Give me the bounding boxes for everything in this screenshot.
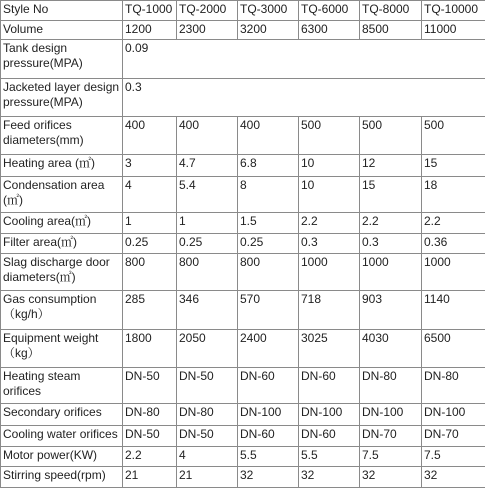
value-cell-spanning: 0.3 — [123, 79, 485, 117]
row-label: Motor power(KW) — [1, 446, 123, 467]
table-row — [1, 79, 485, 117]
row-label: Heating steam orifices — [1, 368, 123, 404]
value-cell: DN-100 — [299, 404, 360, 426]
value-cell: 1000 — [299, 254, 360, 291]
value-cell: 5.5 — [238, 446, 299, 467]
row-label: Cooling water orifices — [1, 426, 123, 447]
value-cell: 2.2 — [422, 213, 485, 234]
value-cell: 2.2 — [299, 213, 360, 234]
value-cell: 15 — [360, 177, 422, 213]
value-cell: 1000 — [360, 254, 422, 291]
value-cell: 0.3 — [299, 233, 360, 254]
value-cell: 10 — [299, 177, 360, 213]
value-cell: 1800 — [123, 330, 177, 368]
value-cell: 1200 — [123, 20, 177, 40]
header-cell-model: TQ-8000 — [360, 1, 422, 21]
row-label: Volume — [1, 20, 123, 40]
header-cell-style-no: Style No — [1, 1, 123, 21]
header-cell-model: TQ-1000 — [123, 1, 177, 21]
value-cell: 4.7 — [177, 155, 238, 177]
value-cell: 1000 — [422, 254, 485, 291]
row-label: Heating area (㎡) — [1, 155, 123, 177]
value-cell: DN-80 — [422, 368, 485, 404]
value-cell: 32 — [360, 467, 422, 488]
value-cell: 5.4 — [177, 177, 238, 213]
value-cell: DN-50 — [123, 426, 177, 447]
value-cell: DN-80 — [360, 368, 422, 404]
header-cell-model: TQ-6000 — [299, 1, 360, 21]
table-row — [1, 40, 485, 79]
value-cell: DN-100 — [238, 404, 299, 426]
value-cell: DN-60 — [238, 426, 299, 447]
value-cell: DN-50 — [177, 368, 238, 404]
value-cell: 1 — [123, 213, 177, 234]
value-cell: 7.5 — [422, 446, 485, 467]
value-cell: 400 — [177, 117, 238, 155]
value-cell: 903 — [360, 291, 422, 330]
row-label: Filter area(㎡) — [1, 233, 123, 254]
value-cell: 4030 — [360, 330, 422, 368]
value-cell: 32 — [299, 467, 360, 488]
value-cell: 0.36 — [422, 233, 485, 254]
table-row — [1, 368, 485, 404]
value-cell: 18 — [422, 177, 485, 213]
value-cell: 346 — [177, 291, 238, 330]
value-cell: 6300 — [299, 20, 360, 40]
value-cell: 0.25 — [123, 233, 177, 254]
value-cell: 1 — [177, 213, 238, 234]
value-cell: 800 — [177, 254, 238, 291]
value-cell: DN-80 — [123, 404, 177, 426]
table-row — [1, 20, 485, 40]
value-cell: 500 — [299, 117, 360, 155]
value-cell: 10 — [299, 155, 360, 177]
value-cell: 21 — [177, 467, 238, 488]
table-row — [1, 213, 485, 234]
row-label: Cooling area(㎡) — [1, 213, 123, 234]
value-cell: DN-70 — [360, 426, 422, 447]
row-label: Equipment weight（kg） — [1, 330, 123, 368]
table-row — [1, 446, 485, 467]
value-cell: 718 — [299, 291, 360, 330]
value-cell: 7.5 — [360, 446, 422, 467]
value-cell: 32 — [422, 467, 485, 488]
value-cell: DN-60 — [299, 368, 360, 404]
value-cell: 3200 — [238, 20, 299, 40]
row-label: Condensation area (㎡) — [1, 177, 123, 213]
value-cell: 2050 — [177, 330, 238, 368]
table-row — [1, 426, 485, 447]
header-cell-model: TQ-10000 — [422, 1, 485, 21]
row-label: Tank design pressure(MPA) — [1, 40, 123, 79]
value-cell: 4 — [177, 446, 238, 467]
value-cell: 800 — [123, 254, 177, 291]
table-row — [1, 254, 485, 291]
row-label: Secondary orifices — [1, 404, 123, 426]
row-label: Gas consumption（kg/h） — [1, 291, 123, 330]
value-cell: DN-100 — [422, 404, 485, 426]
value-cell: DN-80 — [177, 404, 238, 426]
value-cell: 8500 — [360, 20, 422, 40]
value-cell: 0.3 — [360, 233, 422, 254]
value-cell: 570 — [238, 291, 299, 330]
table-row — [1, 404, 485, 426]
value-cell: 2300 — [177, 20, 238, 40]
value-cell: 15 — [422, 155, 485, 177]
value-cell: DN-100 — [360, 404, 422, 426]
row-label: Jacketed layer design pressure(MPA) — [1, 79, 123, 117]
value-cell: DN-50 — [177, 426, 238, 447]
value-cell: 2.2 — [123, 446, 177, 467]
value-cell: 6500 — [422, 330, 485, 368]
value-cell: 1140 — [422, 291, 485, 330]
value-cell: 400 — [123, 117, 177, 155]
value-cell: 0.25 — [177, 233, 238, 254]
value-cell: 4 — [123, 177, 177, 213]
header-cell-model: TQ-3000 — [238, 1, 299, 21]
value-cell: 400 — [238, 117, 299, 155]
value-cell: 11000 — [422, 20, 485, 40]
table-row — [1, 117, 485, 155]
value-cell: 3025 — [299, 330, 360, 368]
value-cell: DN-60 — [299, 426, 360, 447]
value-cell: 6.8 — [238, 155, 299, 177]
table-row — [1, 177, 485, 213]
value-cell: DN-60 — [238, 368, 299, 404]
value-cell-spanning: 0.09 — [123, 40, 485, 79]
table-row — [1, 291, 485, 330]
value-cell: 5.5 — [299, 446, 360, 467]
value-cell: 500 — [422, 117, 485, 155]
value-cell: 3 — [123, 155, 177, 177]
value-cell: 285 — [123, 291, 177, 330]
value-cell: 0.25 — [238, 233, 299, 254]
value-cell: 500 — [360, 117, 422, 155]
header-row — [1, 1, 485, 21]
row-label: Feed orifices diameters(mm) — [1, 117, 123, 155]
value-cell: 2400 — [238, 330, 299, 368]
value-cell: 21 — [123, 467, 177, 488]
table-row — [1, 467, 485, 488]
header-cell-model: TQ-2000 — [177, 1, 238, 21]
value-cell: 2.2 — [360, 213, 422, 234]
row-label: Stirring speed(rpm) — [1, 467, 123, 488]
value-cell: 12 — [360, 155, 422, 177]
value-cell: DN-50 — [123, 368, 177, 404]
value-cell: 8 — [238, 177, 299, 213]
value-cell: DN-70 — [422, 426, 485, 447]
value-cell: 800 — [238, 254, 299, 291]
table-row — [1, 233, 485, 254]
table-row — [1, 155, 485, 177]
value-cell: 1.5 — [238, 213, 299, 234]
table-row — [1, 330, 485, 368]
row-label: Slag discharge door diameters(㎡) — [1, 254, 123, 291]
value-cell: 32 — [238, 467, 299, 488]
